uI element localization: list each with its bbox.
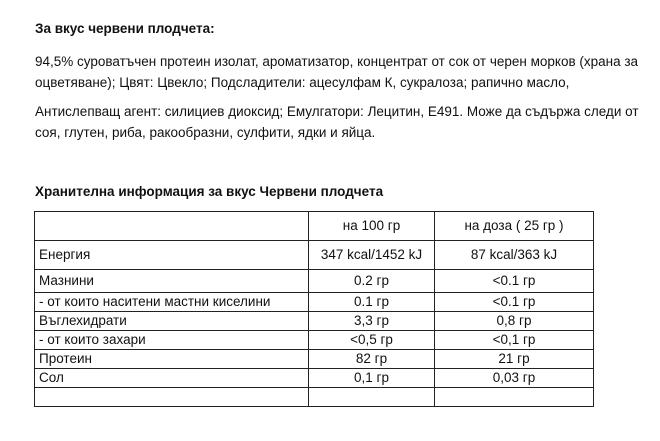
- per-dose-value: <0.1 гр: [435, 270, 594, 293]
- nutrient-name: Енергия: [35, 241, 309, 270]
- table-header-cell: [35, 212, 309, 241]
- per-dose-value: <0.1 гр: [435, 293, 594, 312]
- per-100-value: 82 гр: [309, 350, 435, 369]
- nutrient-name: Протеин: [35, 350, 309, 369]
- additives-paragraph: Антислепващ агент: силициев диоксид; Емулгатори: Лецитин, Е491. Може да съдържа следи от соя, глутен, риба, ракообразни, сулфити, ядки и яйца.: [35, 104, 639, 140]
- nutrient-name: Мазнини: [35, 270, 309, 293]
- table-header-cell: на 100 гр: [309, 212, 435, 241]
- table-header-cell: на доза ( 25 гр ): [435, 212, 594, 241]
- table-row: [35, 388, 594, 407]
- nutrient-name: - от които захари: [35, 331, 309, 350]
- table-row: [35, 270, 594, 293]
- per-dose-value: [435, 388, 594, 407]
- per-dose-value: <0,1 гр: [435, 331, 594, 350]
- flavor-heading: За вкус червени плодчета:: [35, 21, 215, 36]
- nutrient-name: Въглехидрати: [35, 312, 309, 331]
- per-100-value: [309, 388, 435, 407]
- per-100-value: 0.2 гр: [309, 270, 435, 293]
- table-row: [35, 293, 594, 312]
- nutrient-name: [35, 388, 309, 407]
- per-100-value: 0,1 гр: [309, 369, 435, 388]
- per-100-value: <0,5 гр: [309, 331, 435, 350]
- per-dose-value: 87 kcal/363 kJ: [435, 241, 594, 270]
- per-100-value: 347 kcal/1452 kJ: [309, 241, 435, 270]
- per-dose-value: 0,8 гр: [435, 312, 594, 331]
- nutrition-table: [34, 211, 594, 407]
- table-row: [35, 312, 594, 331]
- per-100-value: 0.1 гр: [309, 293, 435, 312]
- table-row: [35, 350, 594, 369]
- nutrient-name: Сол: [35, 369, 309, 388]
- per-dose-value: 0,03 гр: [435, 369, 594, 388]
- per-dose-value: 21 гр: [435, 350, 594, 369]
- per-100-value: 3,3 гр: [309, 312, 435, 331]
- table-row: [35, 331, 594, 350]
- table-row: [35, 369, 594, 388]
- ingredients-paragraph: 94,5% суроватъчен протеин изолат, ароматизатор, концентрат от сок от черен морков (храна за оцветяване); Цвят: Цвекло; Подсладители: ацесулфам К, сукралоза; рапично масло,: [35, 54, 639, 90]
- nutrition-heading: Хранителна информация за вкус Червени плодчета: [35, 184, 384, 199]
- table-header-row: [35, 212, 594, 241]
- nutrient-name: - от които наситени мастни киселини: [35, 293, 309, 312]
- table-row: [35, 241, 594, 270]
